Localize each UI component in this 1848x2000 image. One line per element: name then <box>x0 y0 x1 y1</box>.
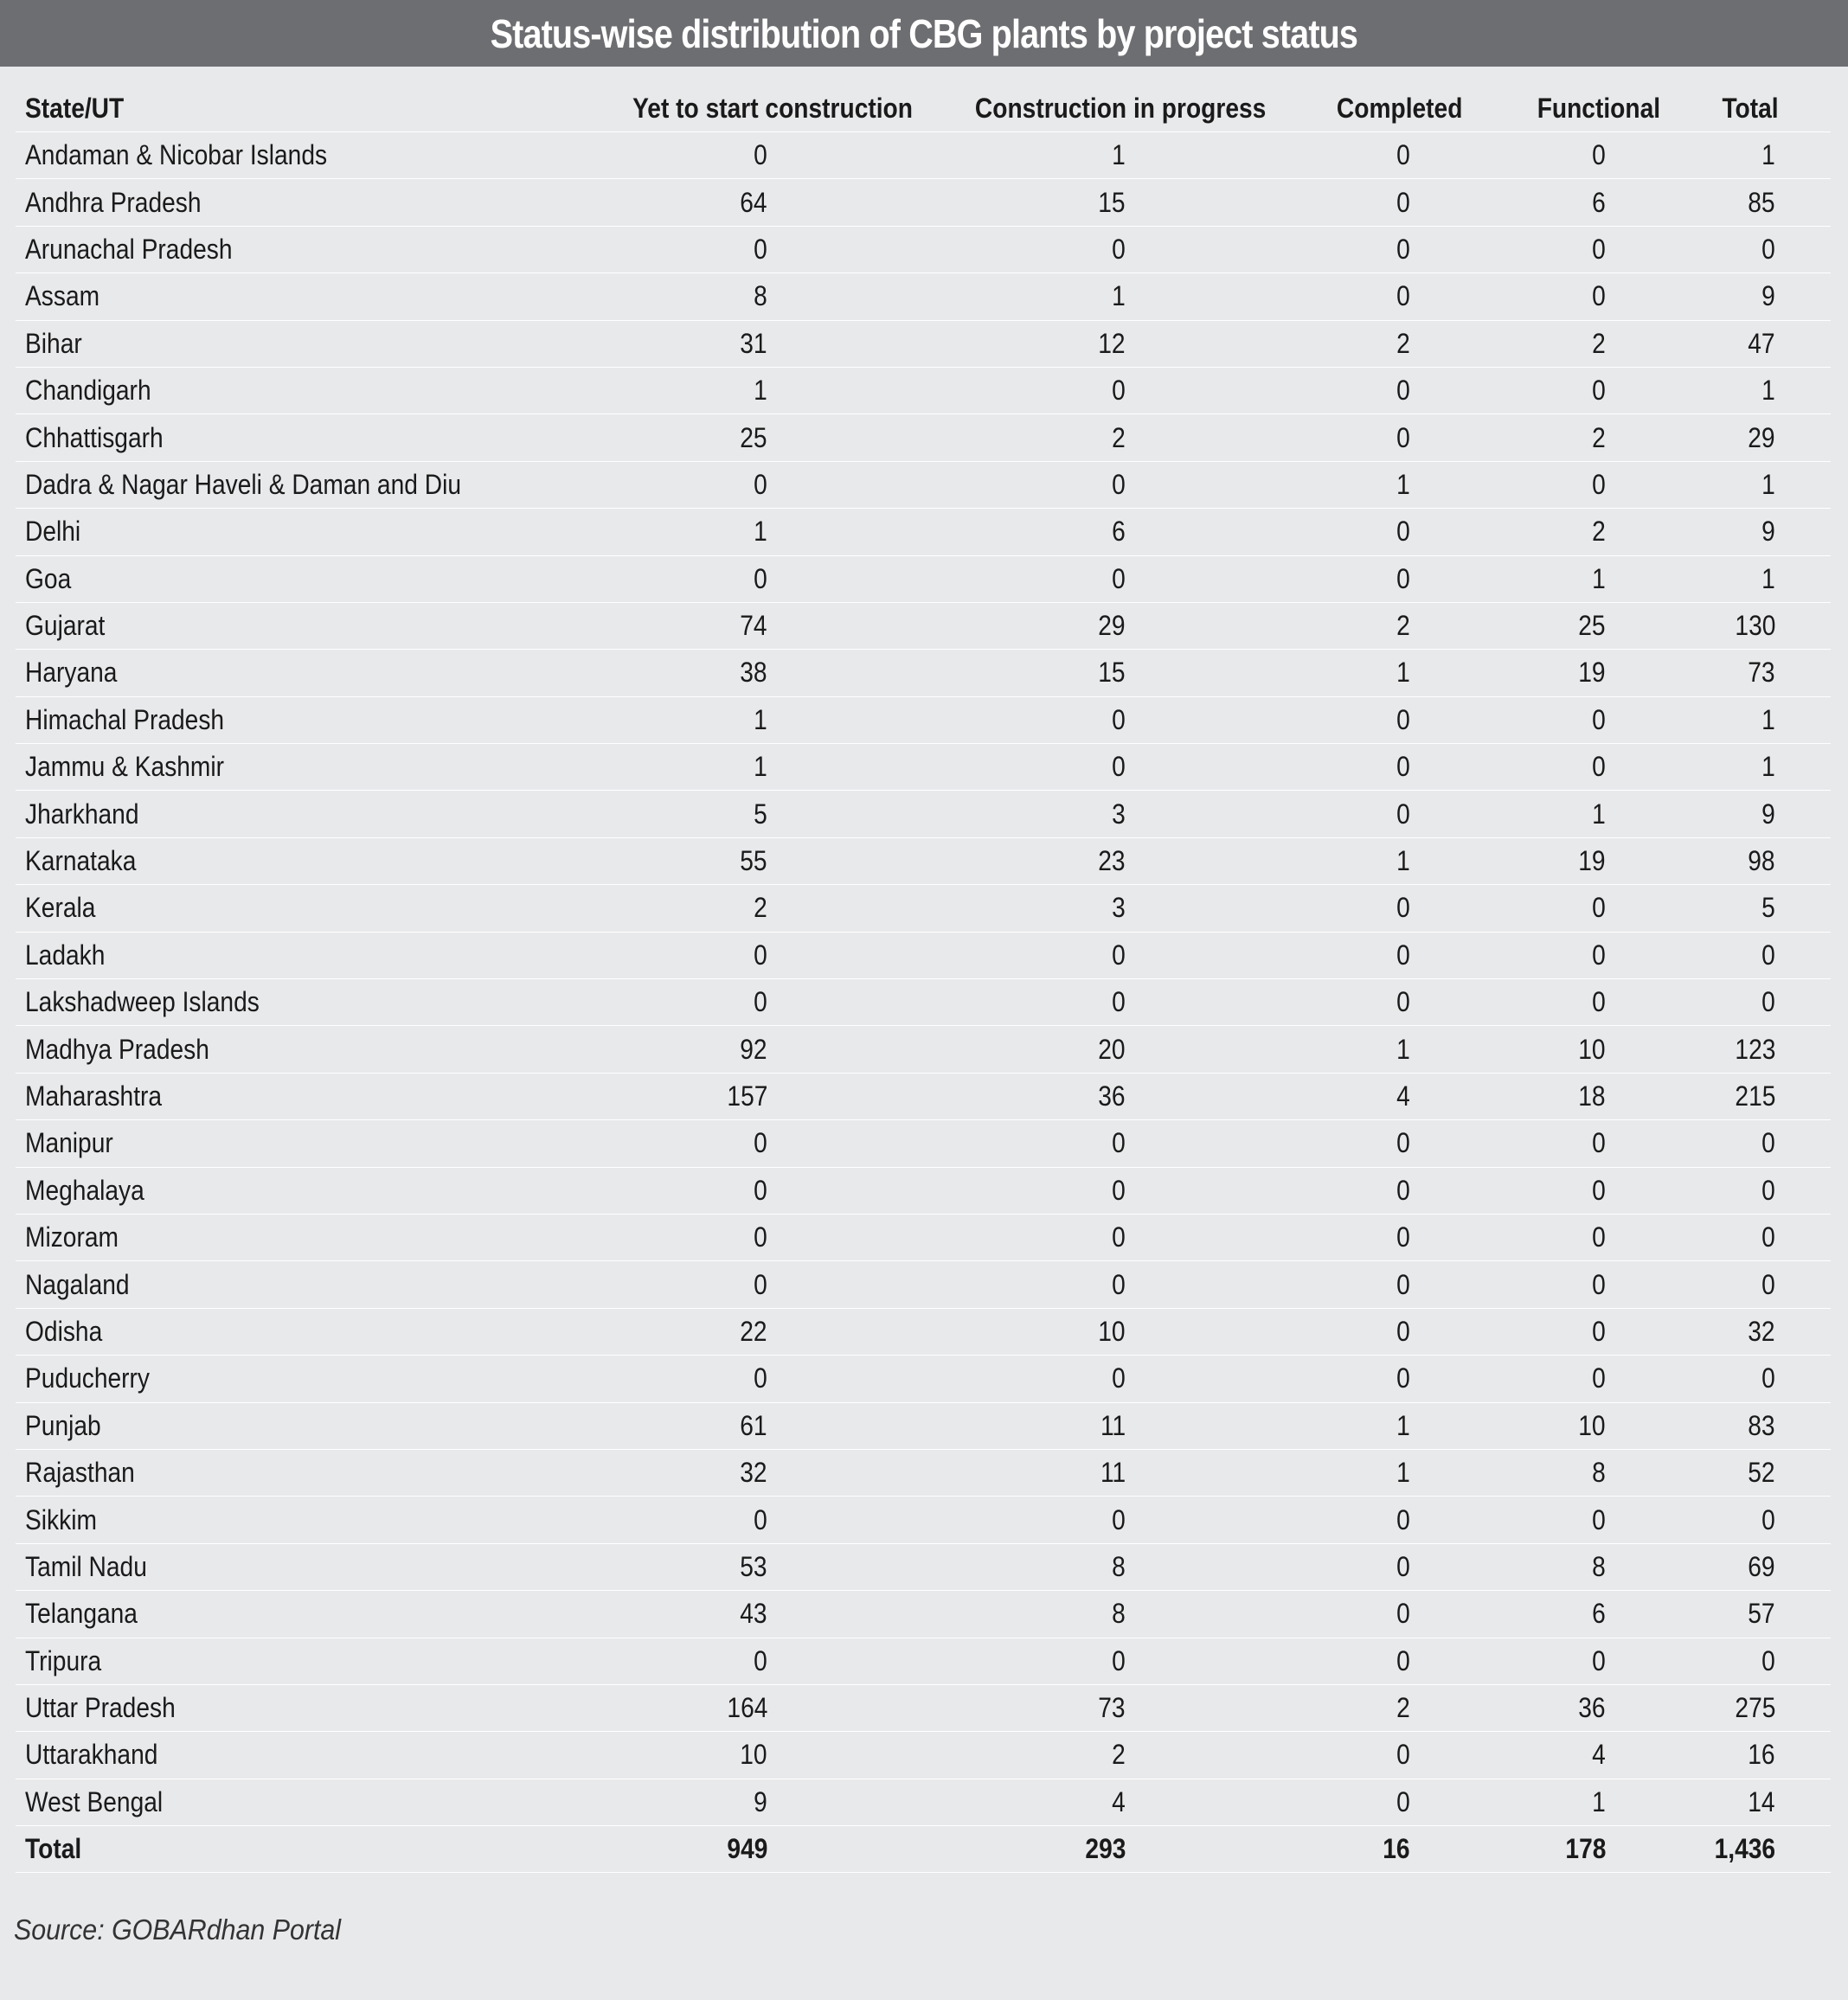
cell-state: Telangana <box>25 1598 138 1630</box>
cell-functional: 25 <box>1578 610 1606 642</box>
cell-functional: 10 <box>1578 1409 1606 1441</box>
cell-yet-to-start: 5 <box>754 798 767 830</box>
cell-completed: 4 <box>1396 1080 1410 1112</box>
cell-yet-to-start: 0 <box>754 1268 767 1300</box>
cell-functional: 8 <box>1592 1457 1606 1489</box>
cell-functional: 2 <box>1592 327 1606 359</box>
cell-yet-to-start: 157 <box>727 1080 767 1112</box>
cell-state: Puducherry <box>25 1362 151 1394</box>
cell-yet-to-start: 1 <box>754 703 767 735</box>
cell-yet-to-start: 92 <box>740 1033 767 1065</box>
cell-state: Bihar <box>25 327 82 359</box>
source-note: Source: GOBARdhan Portal <box>14 1913 342 1946</box>
table-row <box>16 414 1831 461</box>
cell-construction-in-progress: 36 <box>1098 1080 1126 1112</box>
cell-construction-in-progress: 0 <box>1112 1221 1126 1253</box>
cell-functional: 4 <box>1592 1739 1606 1771</box>
cell-yet-to-start: 0 <box>754 1362 767 1394</box>
table-row <box>16 838 1831 885</box>
cell-construction-in-progress: 20 <box>1098 1033 1126 1065</box>
cell-functional: 0 <box>1592 703 1606 735</box>
cell-yet-to-start: 0 <box>754 468 767 500</box>
cell-construction-in-progress: 15 <box>1098 657 1126 689</box>
cell-yet-to-start: 32 <box>740 1457 767 1489</box>
cell-construction-in-progress: 3 <box>1112 798 1126 830</box>
cell-state: Chandigarh <box>25 375 151 407</box>
cell-completed: 0 <box>1396 186 1410 218</box>
status-table <box>16 85 1831 1873</box>
table-row <box>16 1732 1831 1779</box>
cell-functional: 0 <box>1592 1221 1606 1253</box>
cell-total: 123 <box>1735 1033 1775 1065</box>
cell-total: 16 <box>1748 1739 1775 1771</box>
table-row <box>16 1120 1831 1167</box>
table-row <box>16 273 1831 320</box>
table-row <box>16 1026 1831 1073</box>
cell-state: Karnataka <box>25 845 137 877</box>
cell-functional: 0 <box>1592 233 1606 265</box>
cell-functional: 0 <box>1592 1362 1606 1394</box>
cell-total: 0 <box>1761 1362 1775 1394</box>
cell-construction-in-progress: 3 <box>1112 892 1126 924</box>
cell-functional: 10 <box>1578 1033 1606 1065</box>
cell-total: 5 <box>1761 892 1775 924</box>
cell-construction-in-progress: 4 <box>1112 1785 1126 1817</box>
cell-state: Mizoram <box>25 1221 119 1253</box>
cell-construction-in-progress: 8 <box>1112 1598 1126 1630</box>
cell-total: 0 <box>1761 1644 1775 1676</box>
cell-completed: 0 <box>1396 986 1410 1018</box>
table-title: Status-wise distribution of CBG plants by project status <box>490 10 1358 56</box>
cell-yet-to-start: 38 <box>740 657 767 689</box>
cell-functional: 0 <box>1592 280 1606 312</box>
cell-completed: 2 <box>1396 327 1410 359</box>
cell-total: 0 <box>1761 1221 1775 1253</box>
cell-total: 1 <box>1761 562 1775 594</box>
cell-functional: 19 <box>1578 845 1606 877</box>
cell-completed: 0 <box>1396 703 1410 735</box>
cell-completed: 0 <box>1396 798 1410 830</box>
cell-total: 57 <box>1748 1598 1775 1630</box>
cell-yet-to-start: 55 <box>740 845 767 877</box>
cell-functional: 0 <box>1592 1174 1606 1206</box>
cell-construction-in-progress: 0 <box>1112 562 1126 594</box>
cell-functional: 0 <box>1592 986 1606 1018</box>
cell-completed: 0 <box>1396 1785 1410 1817</box>
cell-total: 0 <box>1761 1174 1775 1206</box>
header-total: Total <box>1722 92 1779 124</box>
cell-functional: 1 <box>1592 798 1606 830</box>
cell-yet-to-start: 53 <box>740 1550 767 1582</box>
cell-state: Uttarakhand <box>25 1739 158 1771</box>
cell-state: Haryana <box>25 657 118 689</box>
totals-label: Total <box>25 1833 82 1865</box>
cell-functional: 2 <box>1592 516 1606 548</box>
cell-state: West Bengal <box>25 1785 164 1817</box>
cell-yet-to-start: 0 <box>754 562 767 594</box>
cell-construction-in-progress: 0 <box>1112 939 1126 971</box>
cell-completed: 2 <box>1396 1692 1410 1724</box>
cell-functional: 0 <box>1592 1315 1606 1347</box>
table-row <box>16 744 1831 791</box>
cell-yet-to-start: 0 <box>754 939 767 971</box>
cell-completed: 0 <box>1396 939 1410 971</box>
cell-construction-in-progress: 0 <box>1112 1174 1126 1206</box>
cell-yet-to-start: 0 <box>754 986 767 1018</box>
table-row <box>16 1356 1831 1402</box>
cell-total: 9 <box>1761 280 1775 312</box>
cell-functional: 1 <box>1592 562 1606 594</box>
cell-construction-in-progress: 0 <box>1112 751 1126 783</box>
cell-total: 14 <box>1748 1785 1775 1817</box>
cell-construction-in-progress: 1 <box>1112 139 1126 171</box>
cell-total: 98 <box>1748 845 1775 877</box>
totals-row <box>16 1826 1831 1873</box>
cell-completed: 2 <box>1396 610 1410 642</box>
cell-construction-in-progress: 12 <box>1098 327 1126 359</box>
cell-state: Sikkim <box>25 1503 97 1535</box>
cell-construction-in-progress: 0 <box>1112 1127 1126 1159</box>
cell-construction-in-progress: 0 <box>1112 703 1126 735</box>
cell-total: 215 <box>1735 1080 1775 1112</box>
cell-total: 130 <box>1735 610 1775 642</box>
header-completed: Completed <box>1337 92 1463 124</box>
cell-total: 1 <box>1761 751 1775 783</box>
cell-total: 1 <box>1761 703 1775 735</box>
cell-total: 0 <box>1761 1503 1775 1535</box>
totals-functional: 178 <box>1565 1833 1606 1865</box>
cell-state: Manipur <box>25 1127 113 1159</box>
cell-construction-in-progress: 10 <box>1098 1315 1126 1347</box>
table-row <box>16 603 1831 650</box>
totals-construction-in-progress: 293 <box>1085 1833 1126 1865</box>
cell-completed: 0 <box>1396 516 1410 548</box>
cell-functional: 6 <box>1592 186 1606 218</box>
table-row <box>16 227 1831 273</box>
cell-yet-to-start: 0 <box>754 1221 767 1253</box>
table-row <box>16 368 1831 414</box>
cell-completed: 0 <box>1396 233 1410 265</box>
cell-construction-in-progress: 0 <box>1112 1503 1126 1535</box>
cell-functional: 0 <box>1592 892 1606 924</box>
cell-completed: 1 <box>1396 1033 1410 1065</box>
cell-construction-in-progress: 15 <box>1098 186 1126 218</box>
cell-total: 0 <box>1761 1127 1775 1159</box>
cell-state: Rajasthan <box>25 1457 135 1489</box>
cell-state: Goa <box>25 562 72 594</box>
table-row <box>16 1309 1831 1356</box>
header-construction-in-progress: Construction in progress <box>974 92 1267 124</box>
cell-construction-in-progress: 2 <box>1112 421 1126 453</box>
cell-functional: 18 <box>1578 1080 1606 1112</box>
table-row <box>16 1779 1831 1826</box>
cell-state: Uttar Pradesh <box>25 1692 176 1724</box>
cell-completed: 0 <box>1396 375 1410 407</box>
cell-completed: 0 <box>1396 1174 1410 1206</box>
cell-total: 0 <box>1761 939 1775 971</box>
cell-total: 85 <box>1748 186 1775 218</box>
cell-completed: 0 <box>1396 1503 1410 1535</box>
cell-state: Lakshadweep Islands <box>25 986 260 1018</box>
cell-state: Ladakh <box>25 939 106 971</box>
table-row <box>16 1638 1831 1685</box>
cell-state: Meghalaya <box>25 1174 144 1206</box>
cell-completed: 0 <box>1396 1550 1410 1582</box>
cell-yet-to-start: 64 <box>740 186 767 218</box>
cell-total: 0 <box>1761 1268 1775 1300</box>
totals-yet-to-start: 949 <box>727 1833 767 1865</box>
table-row <box>16 1074 1831 1120</box>
cell-completed: 0 <box>1396 751 1410 783</box>
table-row <box>16 1544 1831 1591</box>
cell-completed: 0 <box>1396 892 1410 924</box>
table-row <box>16 556 1831 603</box>
cell-yet-to-start: 1 <box>754 751 767 783</box>
cell-total: 1 <box>1761 468 1775 500</box>
cell-state: Delhi <box>25 516 81 548</box>
cell-construction-in-progress: 0 <box>1112 1644 1126 1676</box>
table-row <box>16 179 1831 226</box>
cell-construction-in-progress: 0 <box>1112 233 1126 265</box>
cell-functional: 6 <box>1592 1598 1606 1630</box>
cell-state: Madhya Pradesh <box>25 1033 209 1065</box>
cell-state: Odisha <box>25 1315 103 1347</box>
totals-completed: 16 <box>1383 1833 1410 1865</box>
table-row <box>16 1261 1831 1308</box>
cell-functional: 0 <box>1592 1503 1606 1535</box>
cell-state: Tamil Nadu <box>25 1550 147 1582</box>
cell-state: Jammu & Kashmir <box>25 751 225 783</box>
table-row <box>16 1168 1831 1215</box>
cell-state: Assam <box>25 280 100 312</box>
totals-total: 1,436 <box>1714 1833 1775 1865</box>
cell-total: 69 <box>1748 1550 1775 1582</box>
cell-construction-in-progress: 0 <box>1112 1268 1126 1300</box>
table-row <box>16 1403 1831 1450</box>
cell-yet-to-start: 0 <box>754 1174 767 1206</box>
table-row <box>16 791 1831 837</box>
cell-total: 1 <box>1761 139 1775 171</box>
cell-completed: 0 <box>1396 562 1410 594</box>
cell-total: 9 <box>1761 798 1775 830</box>
table-body <box>16 132 1831 1826</box>
cell-construction-in-progress: 0 <box>1112 468 1126 500</box>
cell-yet-to-start: 10 <box>740 1739 767 1771</box>
cell-total: 1 <box>1761 375 1775 407</box>
cell-state: Maharashtra <box>25 1080 163 1112</box>
table-row <box>16 462 1831 509</box>
header-yet-to-start: Yet to start construction <box>632 92 913 124</box>
cell-functional: 0 <box>1592 139 1606 171</box>
cell-yet-to-start: 2 <box>754 892 767 924</box>
cell-completed: 1 <box>1396 1457 1410 1489</box>
cell-functional: 19 <box>1578 657 1606 689</box>
cell-state: Nagaland <box>25 1268 130 1300</box>
table-row <box>16 1497 1831 1543</box>
cell-yet-to-start: 74 <box>740 610 767 642</box>
cell-yet-to-start: 43 <box>740 1598 767 1630</box>
cell-state: Dadra & Nagar Haveli & Daman and Diu <box>25 468 461 500</box>
table-row <box>16 697 1831 744</box>
cell-state: Arunachal Pradesh <box>25 233 233 265</box>
table-row <box>16 1450 1831 1497</box>
cell-construction-in-progress: 0 <box>1112 986 1126 1018</box>
cell-state: Tripura <box>25 1644 102 1676</box>
cell-completed: 1 <box>1396 468 1410 500</box>
cell-yet-to-start: 0 <box>754 1127 767 1159</box>
cell-construction-in-progress: 29 <box>1098 610 1126 642</box>
cell-functional: 0 <box>1592 375 1606 407</box>
cell-functional: 0 <box>1592 939 1606 971</box>
cell-total: 29 <box>1748 421 1775 453</box>
cell-completed: 0 <box>1396 1644 1410 1676</box>
cell-construction-in-progress: 11 <box>1100 1457 1126 1489</box>
cell-functional: 1 <box>1592 1785 1606 1817</box>
cell-construction-in-progress: 2 <box>1112 1739 1126 1771</box>
table-row <box>16 650 1831 696</box>
cell-functional: 0 <box>1592 1268 1606 1300</box>
cell-construction-in-progress: 0 <box>1112 1362 1126 1394</box>
cell-completed: 0 <box>1396 1127 1410 1159</box>
cell-state: Andaman & Nicobar Islands <box>25 139 328 171</box>
header-functional: Functional <box>1537 92 1661 124</box>
cell-construction-in-progress: 0 <box>1112 375 1126 407</box>
cell-state: Kerala <box>25 892 96 924</box>
cell-functional: 2 <box>1592 421 1606 453</box>
cell-yet-to-start: 0 <box>754 1644 767 1676</box>
cell-completed: 0 <box>1396 1268 1410 1300</box>
cell-completed: 1 <box>1396 845 1410 877</box>
cell-yet-to-start: 31 <box>740 327 767 359</box>
header-state: State/UT <box>25 92 125 124</box>
cell-functional: 0 <box>1592 1127 1606 1159</box>
table-header-row <box>16 85 1831 132</box>
cell-yet-to-start: 61 <box>740 1409 767 1441</box>
cell-functional: 0 <box>1592 751 1606 783</box>
table-row <box>16 933 1831 979</box>
cell-yet-to-start: 8 <box>754 280 767 312</box>
cell-yet-to-start: 0 <box>754 233 767 265</box>
cell-completed: 1 <box>1396 657 1410 689</box>
cell-functional: 0 <box>1592 1644 1606 1676</box>
table-row <box>16 1215 1831 1261</box>
cell-total: 0 <box>1761 986 1775 1018</box>
cell-yet-to-start: 1 <box>754 375 767 407</box>
cell-state: Chhattisgarh <box>25 421 164 453</box>
cell-completed: 0 <box>1396 1739 1410 1771</box>
cell-completed: 0 <box>1396 280 1410 312</box>
cell-total: 275 <box>1735 1692 1775 1724</box>
cell-total: 0 <box>1761 233 1775 265</box>
cell-yet-to-start: 22 <box>740 1315 767 1347</box>
cell-yet-to-start: 0 <box>754 139 767 171</box>
cell-state: Himachal Pradesh <box>25 703 225 735</box>
cell-total: 32 <box>1748 1315 1775 1347</box>
cell-completed: 0 <box>1396 421 1410 453</box>
table-row <box>16 1685 1831 1732</box>
table-row <box>16 321 1831 368</box>
cell-completed: 0 <box>1396 1598 1410 1630</box>
cell-yet-to-start: 1 <box>754 516 767 548</box>
table-row <box>16 885 1831 932</box>
cell-functional: 0 <box>1592 468 1606 500</box>
cell-completed: 0 <box>1396 139 1410 171</box>
cell-yet-to-start: 0 <box>754 1503 767 1535</box>
cell-construction-in-progress: 11 <box>1100 1409 1126 1441</box>
cell-construction-in-progress: 73 <box>1098 1692 1126 1724</box>
cell-functional: 36 <box>1578 1692 1606 1724</box>
table-row <box>16 979 1831 1026</box>
cell-construction-in-progress: 6 <box>1112 516 1126 548</box>
cell-construction-in-progress: 23 <box>1098 845 1126 877</box>
title-bar <box>0 0 1848 67</box>
cell-total: 73 <box>1748 657 1775 689</box>
cell-construction-in-progress: 8 <box>1112 1550 1126 1582</box>
cell-state: Gujarat <box>25 610 106 642</box>
cell-completed: 0 <box>1396 1362 1410 1394</box>
cell-total: 9 <box>1761 516 1775 548</box>
cell-state: Punjab <box>25 1409 101 1441</box>
cell-yet-to-start: 25 <box>740 421 767 453</box>
cell-construction-in-progress: 1 <box>1112 280 1126 312</box>
cell-completed: 0 <box>1396 1221 1410 1253</box>
table-row <box>16 509 1831 555</box>
cell-completed: 1 <box>1396 1409 1410 1441</box>
cell-total: 52 <box>1748 1457 1775 1489</box>
cell-state: Jharkhand <box>25 798 139 830</box>
cell-functional: 8 <box>1592 1550 1606 1582</box>
cell-state: Andhra Pradesh <box>25 186 202 218</box>
cell-total: 47 <box>1748 327 1775 359</box>
table-row <box>16 1591 1831 1638</box>
cell-yet-to-start: 9 <box>754 1785 767 1817</box>
cell-total: 83 <box>1748 1409 1775 1441</box>
table-row <box>16 132 1831 179</box>
cell-yet-to-start: 164 <box>727 1692 767 1724</box>
cell-completed: 0 <box>1396 1315 1410 1347</box>
